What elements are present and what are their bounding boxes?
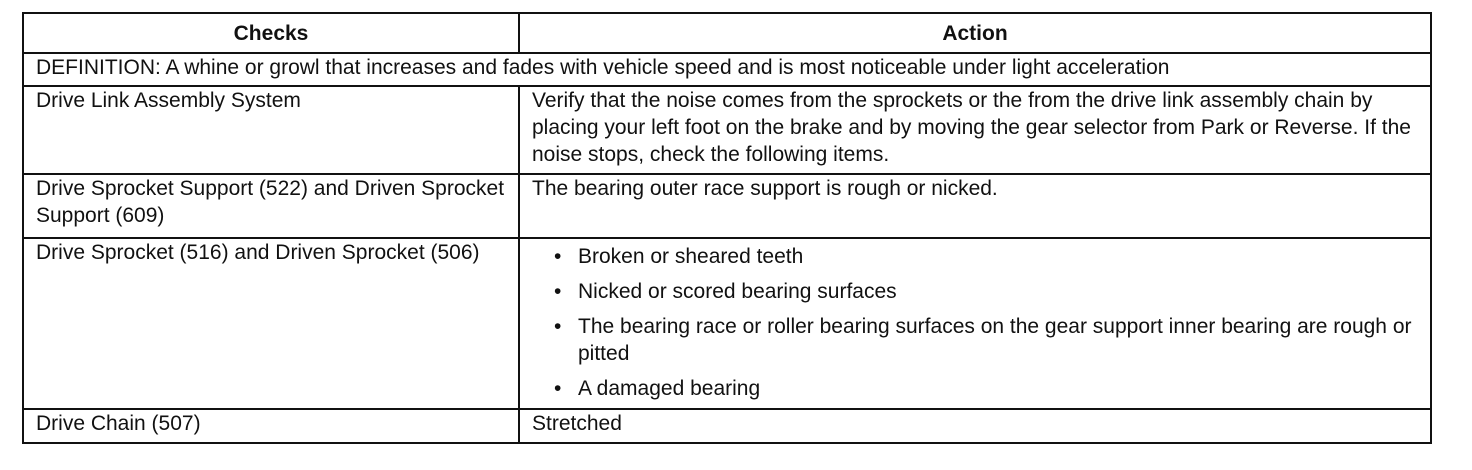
list-item xyxy=(532,375,1418,402)
bullet-icon: • xyxy=(554,280,562,303)
list-item xyxy=(532,313,1418,367)
diagnostic-table xyxy=(22,12,1432,444)
list-item-text: Broken or sheared teeth xyxy=(578,245,804,268)
header-row xyxy=(23,13,1431,53)
column-header-action: Action xyxy=(519,13,1431,53)
list-item-text: A damaged bearing xyxy=(578,377,761,400)
action-cell: The bearing outer race support is rough or nicked. xyxy=(519,174,1431,238)
list-item-text: Nicked or scored bearing surfaces xyxy=(578,280,897,303)
column-header-checks: Checks xyxy=(23,13,519,53)
table-row xyxy=(23,238,1431,409)
table-row xyxy=(23,86,1431,174)
check-cell: Drive Link Assembly System xyxy=(23,86,519,174)
check-cell: Drive Chain (507) xyxy=(23,409,519,443)
definition-row xyxy=(23,53,1431,86)
list-item-text: The bearing race or roller bearing surfaces on the gear support inner bearing are rough or pitted xyxy=(578,315,1412,365)
list-item xyxy=(532,278,1418,305)
definition-text: DEFINITION: A whine or growl that increases and fades with vehicle speed and is most noticeable under light acceleration xyxy=(23,53,1431,86)
bullet-icon: • xyxy=(554,315,562,338)
list-item xyxy=(532,243,1418,270)
check-cell: Drive Sprocket Support (522) and Driven Sprocket Support (609) xyxy=(23,174,519,238)
action-bullet-list xyxy=(532,243,1418,402)
bullet-icon: • xyxy=(554,377,562,400)
action-cell: Stretched xyxy=(519,409,1431,443)
check-cell: Drive Sprocket (516) and Driven Sprocket (506) xyxy=(23,238,519,409)
action-cell xyxy=(519,238,1431,409)
bullet-icon: • xyxy=(554,245,562,268)
table-row xyxy=(23,409,1431,443)
action-cell: Verify that the noise comes from the sprockets or the from the drive link assembly chain by placing your left foot on the brake and by moving the gear selector from Park or Reverse. If the noise stops, check the following items. xyxy=(519,86,1431,174)
table-row xyxy=(23,174,1431,238)
